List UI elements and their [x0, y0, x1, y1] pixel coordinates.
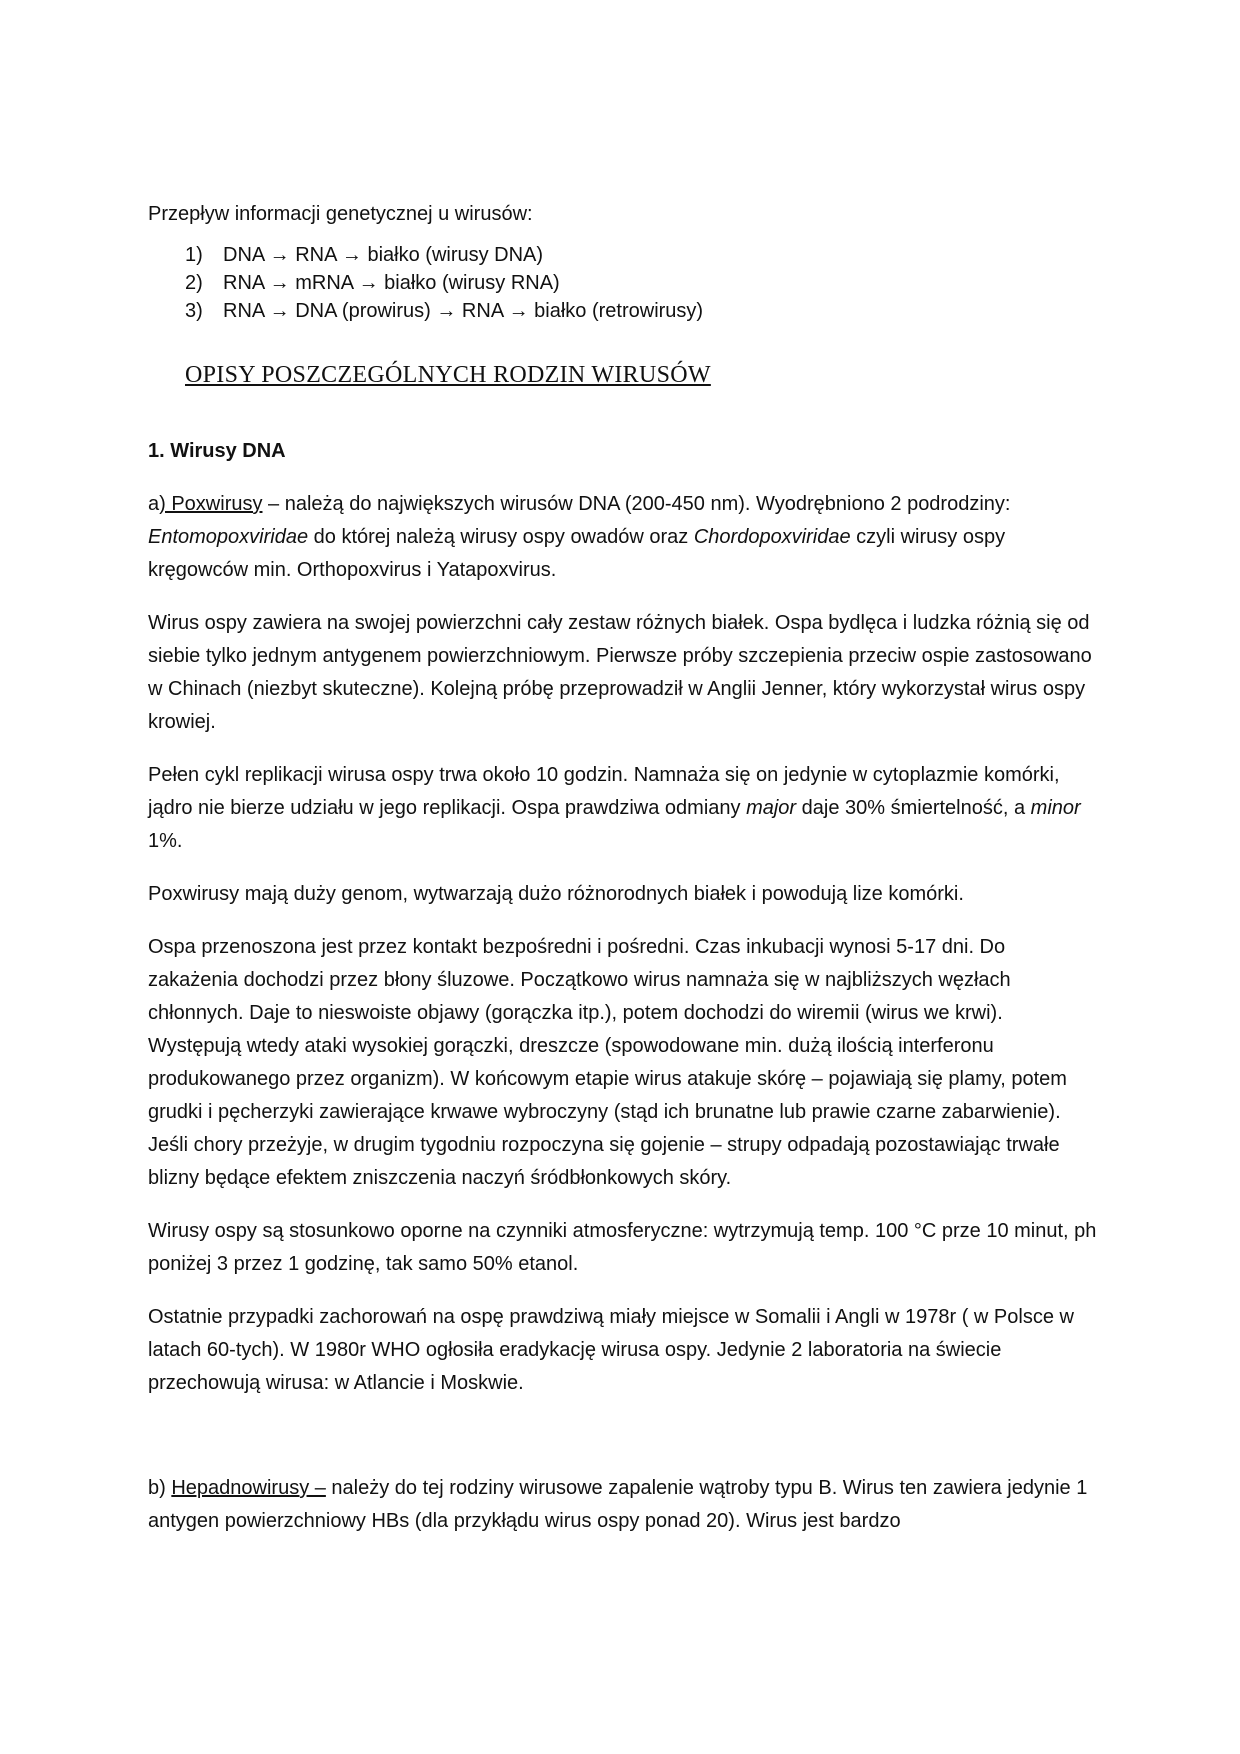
list-item — [148, 241, 1098, 269]
text-run: daje 30% śmiertelność, a — [796, 797, 1031, 819]
paragraph: Wirusy ospy są stosunkowo oporne na czynniki atmosferyczne: wytrzymują temp. 100 °C prze 10 minut, ph poniżej 3 przez 1 godzinę, tak samo 50% etanol. — [148, 1220, 1097, 1275]
item-letter: b) — [148, 1477, 172, 1499]
text-run: – należą do największych wirusów DNA (200-450 nm). Wyodrębniono 2 podrodziny: — [262, 493, 1011, 515]
list-number: 2) — [185, 272, 203, 294]
hepadnowirusy-term: Hepadnowirusy – — [171, 1477, 326, 1499]
italic-term: major — [746, 797, 797, 819]
paragraph: Ostatnie przypadki zachorowań na ospę prawdziwą miały miejsce w Somalii i Angli w 1978r ( w Polsce w latach 60-tych). W 1980r WHO ogłosiła eradykację wirusa ospy. Jedynie 2 laboratoria na świecie przechowują wirusa: w Atlancie i Moskwie. — [148, 1306, 1074, 1394]
list-text: RNA → mRNA → białko (wirusy RNA) — [223, 272, 560, 294]
list-item — [148, 297, 1098, 325]
replication-paragraph — [148, 759, 1098, 858]
document-body — [148, 198, 1098, 1558]
text-run: Pełen cykl replikacji wirusa ospy trwa około 10 godzin. Namnaża się on jedynie w cytoplazmie komórki, jądro nie bierze udziału w jego replikacji. Ospa prawdziwa odmiany — [148, 764, 1060, 819]
text-run: do której należą wirusy ospy owadów oraz — [308, 526, 694, 548]
paragraph: Wirus ospy zawiera na swojej powierzchni cały zestaw różnych białek. Ospa bydlęca i ludzka różnią się od siebie tylko jednym antygenem powierzchniowym. Pierwsze próby szczepienia przeciw ospie zastosowano w Chinach (niezbyt skuteczne). Kolejną próbę przeprowadził w Anglii Jenner, który wykorzystał wirus ospy krowiej. — [148, 612, 1092, 733]
taxon-name: Entomopoxviridae — [148, 526, 309, 548]
paragraph: Poxwirusy mają duży genom, wytwarzają dużo różnorodnych białek i powodują lize komórki. — [148, 883, 964, 905]
hepadnowirusy-paragraph — [148, 1472, 1098, 1538]
taxon-name: Chordopoxviridae — [693, 526, 851, 548]
text-run: 1%. — [148, 830, 183, 852]
italic-term: minor — [1030, 797, 1081, 819]
list-number: 1) — [185, 244, 203, 266]
intro-line: Przepływ informacji genetycznej u wirusów: — [148, 203, 533, 225]
list-item — [148, 269, 1098, 297]
poxwirusy-paragraph — [148, 488, 1098, 587]
text-run: czyli wirusy ospy kręgowców min. Orthopoxvirus i Yatapoxvirus. — [148, 526, 1006, 581]
item-letter: a — [148, 493, 160, 515]
poxwirusy-term: ) Poxwirusy — [159, 493, 263, 515]
paragraph: Ospa przenoszona jest przez kontakt bezpośredni i pośredni. Czas inkubacji wynosi 5-17 dni. Do zakażenia dochodzi przez błony śluzowe. Początkowo wirus namnaża się w najbliższych węzłach chłonnych. Daje to nieswoiste objawy (gorączka itp.), potem dochodzi do wiremii (wirus we krwi). Występują wtedy ataki wysokiej gorączki, dreszcze (spowodowane min. dużą ilością interferonu produkowanego przez organizm). W końcowym etapie wirus atakuje skórę – pojawiają się plamy, potem grudki i pęcherzyki zawierające krwawe wybroczyny (stąd ich brunatne lub prawie czarne zabarwienie). Jeśli chory przeżyje, w drugim tygodniu rozpoczyna się gojenie – strupy odpadają pozostawiając trwałe blizny będące efektem zniszczenia naczyń śródbłonkowych skóry. — [148, 936, 1067, 1189]
list-text: DNA → RNA → białko (wirusy DNA) — [223, 244, 544, 266]
subsection-heading: 1. Wirusy DNA — [148, 440, 286, 462]
spacer — [148, 1420, 1098, 1472]
genetic-flow-list — [148, 241, 1098, 325]
list-text: RNA → DNA (prowirus) → RNA → białko (retrowirusy) — [223, 300, 704, 322]
list-number: 3) — [185, 300, 203, 322]
section-title: OPISY POSZCZEGÓLNYCH RODZIN WIRUSÓW — [185, 362, 711, 388]
text-run: należy do tej rodziny wirusowe zapalenie wątroby typu B. Wirus ten zawiera jedynie 1 antygen powierzchniowy HBs (dla przykłądu wirus ospy ponad 20). Wirus jest bardzo — [148, 1477, 1088, 1532]
